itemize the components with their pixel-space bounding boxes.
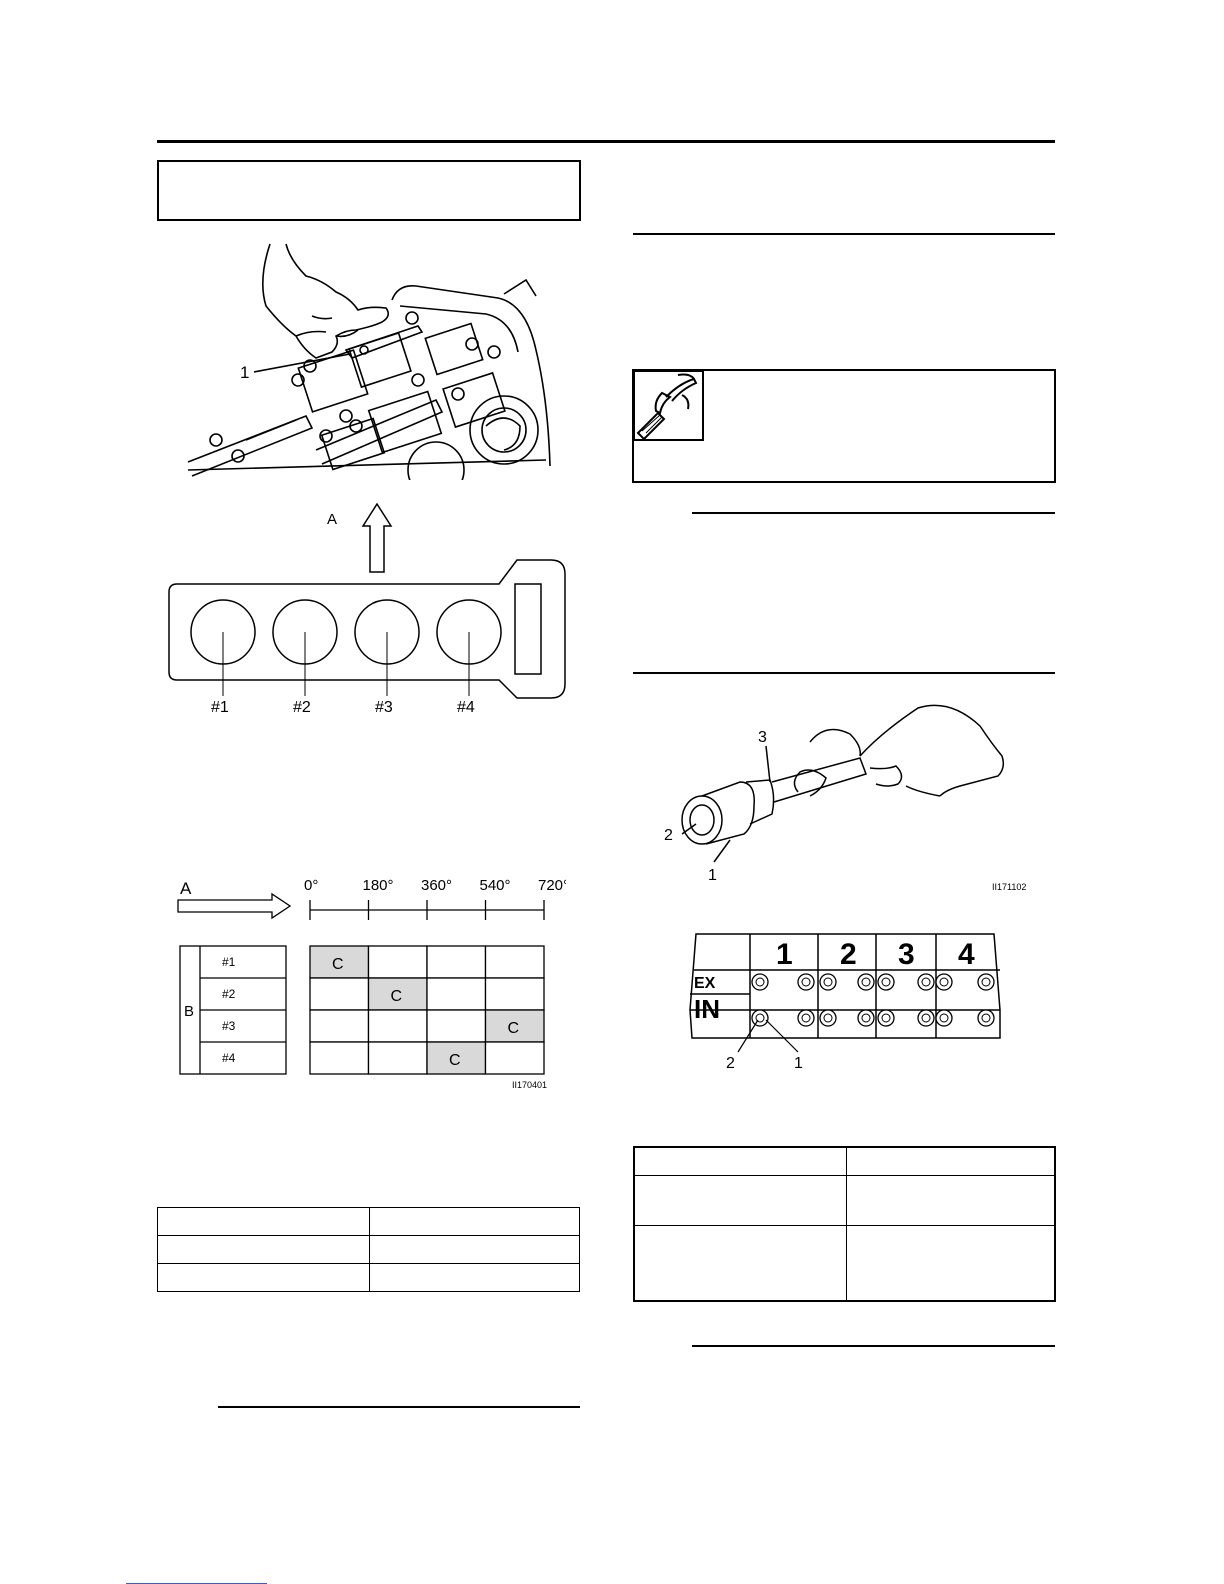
compression-mark: C — [332, 956, 344, 973]
table-cell — [158, 1236, 370, 1264]
tray-row-in: IN — [694, 994, 720, 1024]
header-rule — [157, 140, 1055, 143]
table-cell — [370, 1264, 580, 1292]
tray-column-1: 1 — [776, 938, 793, 971]
direction-arrow-icon — [178, 894, 290, 918]
chart-cell — [369, 946, 428, 978]
cylinder-row-label: #2 — [222, 987, 236, 1001]
table-cell — [847, 1147, 1056, 1175]
cylinder-label-1: #1 — [211, 699, 229, 716]
direction-label: A — [180, 879, 192, 898]
table-cell — [370, 1208, 580, 1236]
tray-callout-2: 2 — [726, 1055, 735, 1072]
cylinder-label-3: #3 — [375, 699, 393, 716]
front-arrow-icon — [363, 504, 391, 572]
callout-1: 1 — [240, 363, 250, 382]
shim-tray-illustration — [686, 928, 1006, 1078]
cylinder-label-2: #2 — [293, 699, 311, 716]
shim-slot-inner — [882, 978, 890, 986]
shim-slot-inner — [802, 978, 810, 986]
degree-label: 360° — [421, 877, 453, 894]
table-cell — [847, 1175, 1056, 1225]
shim-slot-inner — [802, 1014, 810, 1022]
table-cell — [370, 1236, 580, 1264]
tool-callout-1: 1 — [708, 867, 717, 884]
tool-callout-3: 3 — [758, 729, 767, 746]
cylinder-row-label: #1 — [222, 955, 236, 969]
table-cell — [634, 1175, 847, 1225]
degree-label: 0° — [304, 877, 319, 894]
table-cell — [634, 1147, 847, 1175]
front-arrow-label: A — [327, 511, 338, 528]
shim-slot-inner — [982, 1014, 990, 1022]
table-cell — [634, 1225, 847, 1301]
table-cell — [158, 1264, 370, 1292]
right-bottom-rule — [692, 1345, 1055, 1347]
camshaft-illustration — [186, 240, 566, 480]
shim-slot-inner — [982, 978, 990, 986]
tool-illustration — [650, 696, 1050, 896]
section-heading-box — [157, 160, 581, 221]
tray-column-4: 4 — [958, 938, 975, 971]
degree-label: 540° — [479, 877, 511, 894]
left-spec-table — [157, 1207, 580, 1292]
tray-row-ex: EX — [694, 975, 716, 992]
right-rule-3 — [633, 672, 1055, 674]
left-bottom-rule — [218, 1406, 580, 1408]
right-spec-table — [633, 1146, 1056, 1302]
cylinder-row-label: #4 — [222, 1051, 236, 1065]
chart-cell — [427, 1010, 486, 1042]
chart-cell — [369, 1042, 428, 1074]
shim-slot-inner — [862, 1014, 870, 1022]
degree-label: 180° — [362, 877, 394, 894]
shim-slot-inner — [922, 1014, 930, 1022]
compression-mark: C — [507, 1020, 520, 1037]
tray-column-2: 2 — [840, 938, 857, 971]
cylinder-layout-diagram — [165, 500, 575, 720]
chart-cell — [486, 978, 545, 1010]
firing-order-chart — [176, 872, 566, 1094]
right-rule-2 — [692, 512, 1055, 514]
shim-slot-inner — [940, 978, 948, 986]
degree-label: 720° — [538, 877, 566, 894]
chart-cell — [310, 978, 369, 1010]
shim-slot-inner — [940, 1014, 948, 1022]
shim-slot-inner — [862, 978, 870, 986]
right-rule-1 — [633, 233, 1055, 235]
chart-cell — [486, 946, 545, 978]
chart-cell — [427, 978, 486, 1010]
table-cell — [158, 1208, 370, 1236]
ref-code-2: II171102 — [992, 882, 1027, 892]
chart-cell — [310, 1010, 369, 1042]
chart-cell — [486, 1042, 545, 1074]
tray-column-3: 3 — [898, 938, 915, 971]
tray-callout-1: 1 — [794, 1055, 803, 1072]
shim-slot-inner — [824, 978, 832, 986]
chart-cell — [310, 1042, 369, 1074]
shim-slot-inner — [922, 978, 930, 986]
shim-slot-inner — [824, 1014, 832, 1022]
tool-callout-2: 2 — [664, 827, 673, 844]
table-cell — [847, 1225, 1056, 1301]
shim-slot-inner — [756, 978, 764, 986]
chart-cell — [369, 1010, 428, 1042]
chart-cell — [427, 946, 486, 978]
ref-code-1: II170401 — [512, 1080, 548, 1090]
compression-mark: C — [449, 1052, 461, 1069]
cylinder-label-4: #4 — [457, 699, 475, 716]
compression-mark: C — [390, 988, 403, 1005]
shim-slot-inner — [882, 1014, 890, 1022]
cylinder-group-label: B — [184, 1003, 195, 1020]
cylinder-row-label: #3 — [222, 1019, 236, 1033]
wrench-icon — [632, 369, 704, 441]
